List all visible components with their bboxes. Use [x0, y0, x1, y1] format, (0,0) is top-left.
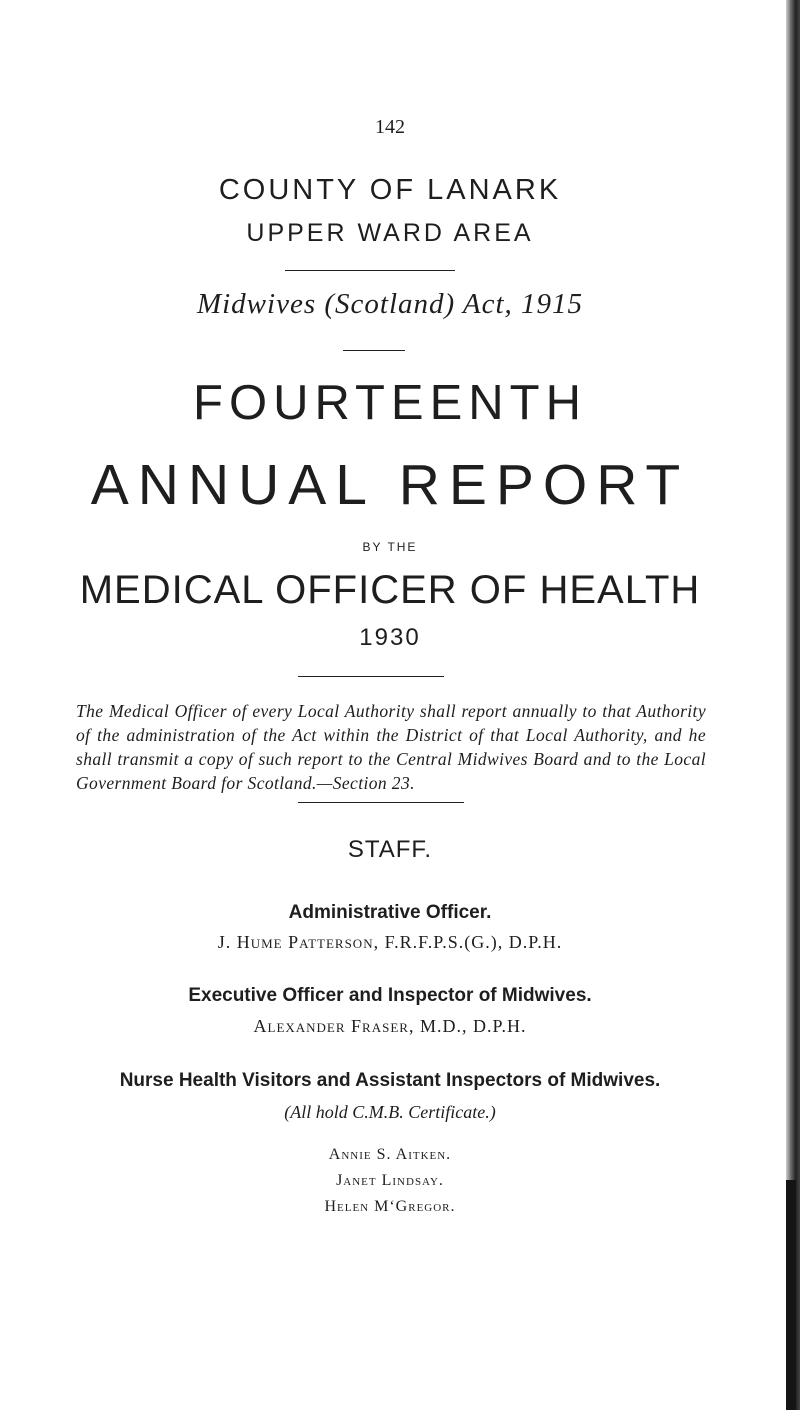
statute-quote: The Medical Officer of every Local Authority shall report annually to that Authority of the administration of the Act within the District of that Local Authority, and he shall transmit a copy of such report to the Central Midwives Board and to the Local Government Board for Scotland.—Section 23.	[76, 701, 706, 793]
report-title: ANNUAL REPORT	[90, 453, 690, 517]
officer-title: MEDICAL OFFICER OF HEALTH	[79, 568, 701, 612]
admin-officer-name: J. Hume Patterson, F.R.F.P.S.(G.), D.P.H.	[217, 932, 563, 952]
page-number: 142	[375, 116, 405, 138]
nurse-name: Helen M‘Gregor.	[324, 1198, 456, 1215]
report-year: 1930	[359, 624, 421, 651]
executive-officer-name: Alexander Fraser, M.D., D.P.H.	[253, 1016, 527, 1036]
nurse-name: Janet Lindsay.	[336, 1172, 444, 1189]
county-title: COUNTY OF LANARK	[218, 174, 562, 206]
certificate-note: (All hold C.M.B. Certificate.)	[284, 1102, 496, 1122]
divider-4	[298, 802, 464, 803]
staff-title: STAFF.	[347, 836, 433, 863]
executive-officer-heading: Executive Officer and Inspector of Midwives.	[188, 985, 592, 1006]
area-title: UPPER WARD AREA	[246, 219, 534, 247]
divider-3	[298, 676, 444, 677]
divider-2	[343, 350, 405, 351]
nurse-name: Annie S. Aitken.	[328, 1146, 452, 1163]
act-title: Midwives (Scotland) Act, 1915	[196, 288, 584, 320]
page-binding-shadow	[786, 1180, 796, 1410]
by-the-label: BY THE	[362, 540, 418, 554]
report-ordinal: FOURTEENTH	[193, 376, 587, 430]
nurse-visitors-heading: Nurse Health Visitors and Assistant Inspectors of Midwives.	[119, 1070, 661, 1091]
admin-officer-heading: Administrative Officer.	[288, 902, 492, 923]
divider-1	[285, 270, 455, 271]
